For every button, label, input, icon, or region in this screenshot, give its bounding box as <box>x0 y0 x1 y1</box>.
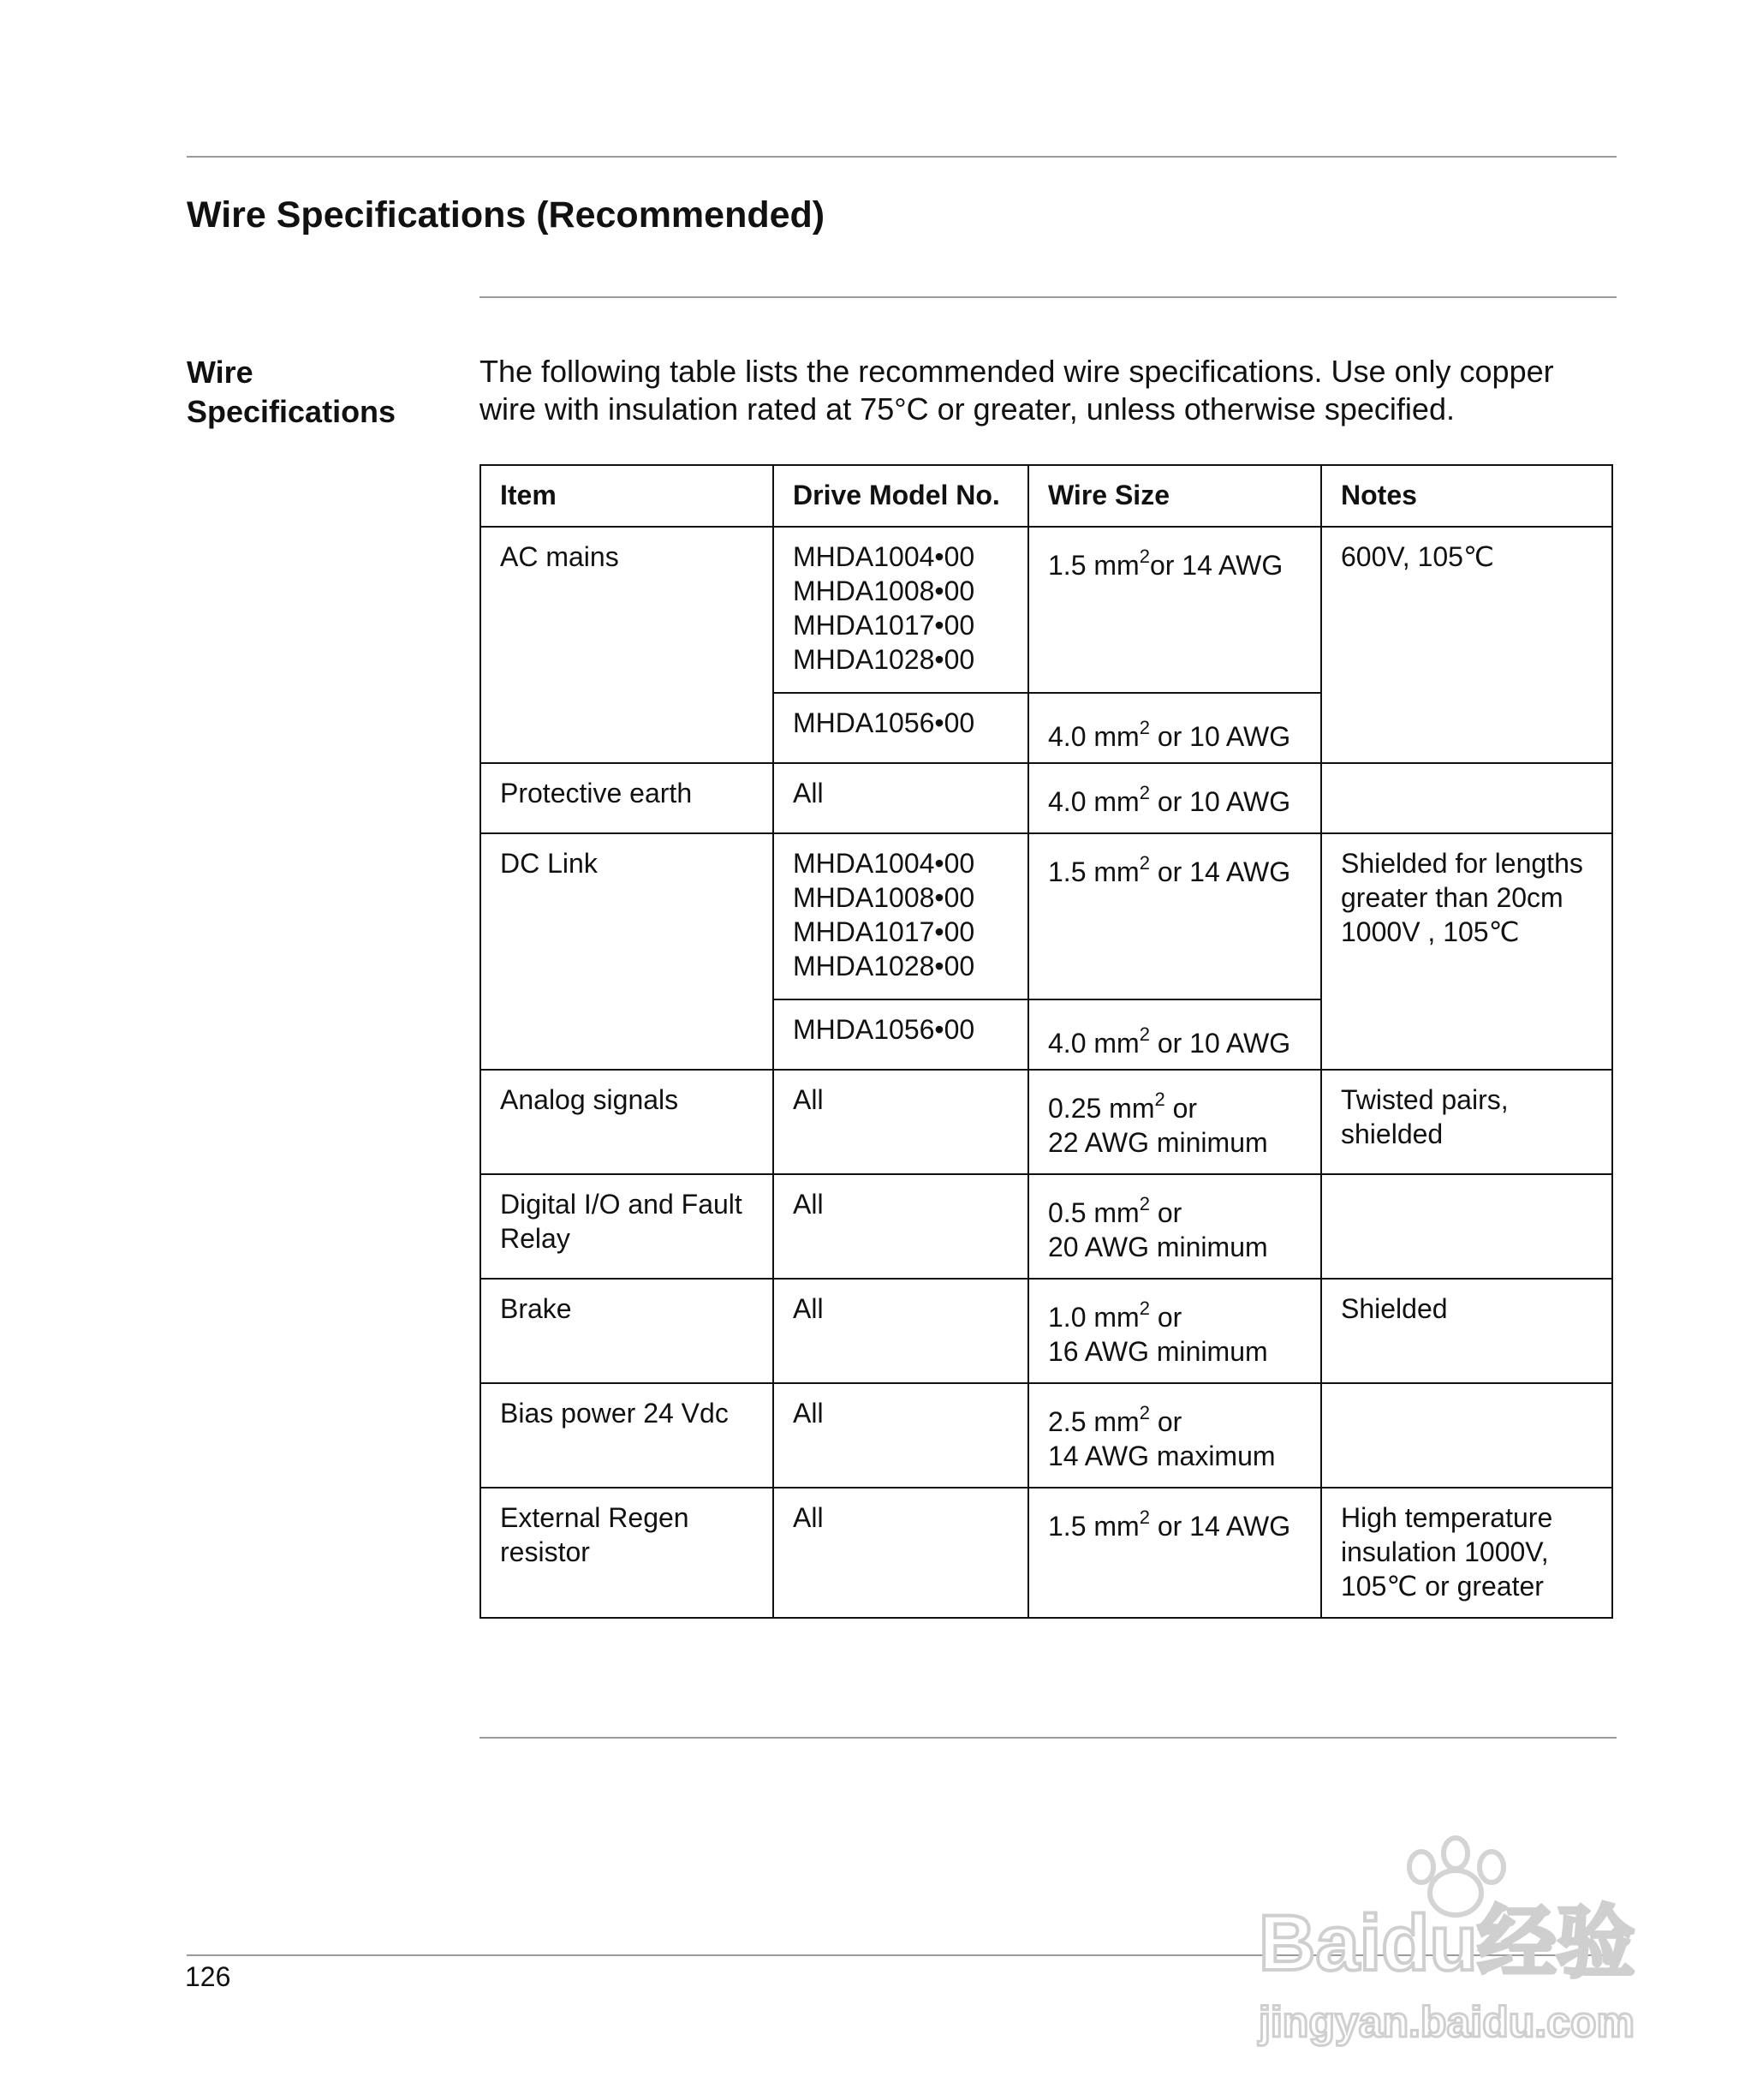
wire-size-cell <box>1028 763 1321 833</box>
superscript: 2 <box>1139 1402 1150 1424</box>
model: MHDA1017•00 <box>793 610 975 641</box>
notes-cell <box>1321 527 1612 763</box>
models-cell: All <box>773 1070 1028 1174</box>
wire-size-awg: or 14 AWG <box>1149 550 1284 581</box>
header-drive-model: Drive Model No. <box>773 465 1028 527</box>
notes-cell <box>1321 833 1612 1070</box>
notes-cell <box>1321 1383 1612 1488</box>
model: MHDA1028•00 <box>793 644 975 675</box>
superscript: 2 <box>1154 1089 1165 1111</box>
wire-size-cell <box>1028 1174 1321 1279</box>
wire-size-cell <box>1028 527 1321 693</box>
wire-size-value: 1.5 mm <box>1048 1511 1140 1542</box>
item-cell <box>480 1383 773 1488</box>
model: MHDA1008•00 <box>793 882 975 913</box>
notes-cell <box>1321 763 1612 833</box>
model: MHDA1056•00 <box>793 1014 975 1045</box>
wire-size-awg: 20 AWG minimum <box>1048 1232 1268 1262</box>
wire-size-awg: 14 AWG maximum <box>1048 1441 1276 1471</box>
notes-cell <box>1321 1279 1612 1383</box>
wire-size-or: or <box>1149 1302 1182 1333</box>
item-line: Brake <box>500 1293 572 1324</box>
notes-cell <box>1321 1070 1612 1174</box>
wire-size-cell <box>1028 1383 1321 1488</box>
wire-size-awg: or 10 AWG <box>1149 721 1291 752</box>
page-title: Wire Specifications (Recommended) <box>187 194 825 236</box>
wire-size-awg: or 14 AWG <box>1149 856 1291 887</box>
superscript: 2 <box>1139 1298 1150 1320</box>
models-cell <box>773 527 1028 693</box>
wire-size-cell <box>1028 1279 1321 1383</box>
note-line: Shielded <box>1341 1293 1448 1324</box>
wire-size-awg: or 10 AWG <box>1149 786 1291 817</box>
side-heading-line2: Specifications <box>187 394 396 429</box>
wire-size-cell <box>1028 1070 1321 1174</box>
wire-spec-table <box>479 464 1613 1619</box>
wire-size-value: 4.0 mm <box>1048 1028 1140 1059</box>
table-row <box>480 1174 1612 1279</box>
note-line: insulation 1000V, <box>1341 1536 1549 1567</box>
item-cell <box>480 1488 773 1618</box>
item-cell <box>480 1279 773 1383</box>
models-cell: All <box>773 1488 1028 1618</box>
superscript: 2 <box>1139 717 1150 739</box>
table-row <box>480 763 1612 833</box>
watermark-brand: Baidu经验 <box>1259 1900 1635 1987</box>
superscript: 2 <box>1139 1023 1150 1046</box>
item-cell: AC mains <box>480 527 773 763</box>
wire-size-awg: or 14 AWG <box>1149 1511 1291 1542</box>
note-line: 1000V , 105℃ <box>1341 916 1520 947</box>
wire-size-or: or <box>1149 1406 1182 1437</box>
wire-size-value: 1.0 mm <box>1048 1302 1140 1333</box>
models-cell <box>773 999 1028 1070</box>
item-cell: Protective earth <box>480 763 773 833</box>
superscript: 2 <box>1139 1506 1150 1529</box>
table-row <box>480 833 1612 999</box>
item-cell <box>480 1174 773 1279</box>
wire-size-value: 0.5 mm <box>1048 1197 1140 1228</box>
note-line: shielded <box>1341 1119 1444 1149</box>
wire-size-value: 0.25 mm <box>1048 1093 1155 1124</box>
model: MHDA1028•00 <box>793 951 975 981</box>
models-cell: All <box>773 1383 1028 1488</box>
wire-size-cell <box>1028 833 1321 999</box>
watermark-url: jingyan.baidu.com <box>1259 1998 1635 2046</box>
header-wire-size: Wire Size <box>1028 465 1321 527</box>
superscript: 2 <box>1139 852 1150 874</box>
wire-size-or: or <box>1149 1197 1182 1228</box>
wire-size-value: 1.5 mm <box>1048 856 1140 887</box>
item-cell <box>480 1070 773 1174</box>
wire-size-cell <box>1028 693 1321 763</box>
note-line: Shielded for lengths <box>1341 848 1583 879</box>
wire-size-or: or <box>1164 1093 1198 1124</box>
table-row <box>480 527 1612 693</box>
notes-cell <box>1321 1174 1612 1279</box>
models-cell: All <box>773 1174 1028 1279</box>
wire-size-cell <box>1028 1488 1321 1618</box>
bottom-rule <box>479 1737 1617 1739</box>
table-row <box>480 1488 1612 1618</box>
side-heading <box>187 353 444 432</box>
models-cell <box>773 833 1028 999</box>
wire-size-value: 1.5 mm <box>1048 550 1140 581</box>
model: MHDA1004•00 <box>793 848 975 879</box>
item-line: Relay <box>500 1223 570 1254</box>
models-cell: All <box>773 1279 1028 1383</box>
item-line: resistor <box>500 1536 590 1567</box>
table-row <box>480 1383 1612 1488</box>
section-rule <box>479 296 1617 298</box>
item-line: Analog signals <box>500 1084 679 1115</box>
models-cell <box>773 693 1028 763</box>
superscript: 2 <box>1139 1193 1150 1215</box>
page-number: 126 <box>185 1961 231 1992</box>
side-heading-line1: Wire <box>187 355 253 390</box>
table-row <box>480 1279 1612 1383</box>
top-rule <box>187 156 1617 158</box>
note-line: 105℃ or greater <box>1341 1571 1544 1602</box>
header-notes: Notes <box>1321 465 1612 527</box>
wire-size-awg: 16 AWG minimum <box>1048 1336 1268 1367</box>
wire-size-cell <box>1028 999 1321 1070</box>
table-header-row <box>480 465 1612 527</box>
wire-size-awg: 22 AWG minimum <box>1048 1127 1268 1158</box>
item-line: Bias power 24 Vdc <box>500 1398 729 1429</box>
note-line: High temperature <box>1341 1502 1553 1533</box>
superscript: 2 <box>1139 782 1150 804</box>
wire-size-value: 4.0 mm <box>1048 721 1140 752</box>
notes-cell <box>1321 1488 1612 1618</box>
baidu-watermark-logo <box>1250 1833 1661 2055</box>
item-cell: DC Link <box>480 833 773 1070</box>
model: MHDA1008•00 <box>793 576 975 606</box>
model: MHDA1004•00 <box>793 541 975 572</box>
header-item: Item <box>480 465 773 527</box>
note-line: Twisted pairs, <box>1341 1084 1509 1115</box>
note-line: greater than 20cm <box>1341 882 1563 913</box>
table-row <box>480 1070 1612 1174</box>
models-cell: All <box>773 763 1028 833</box>
model: MHDA1056•00 <box>793 707 975 738</box>
model: MHDA1017•00 <box>793 916 975 947</box>
wire-size-value: 4.0 mm <box>1048 786 1140 817</box>
superscript: 2 <box>1139 546 1150 568</box>
note-line: 600V, 105℃ <box>1341 541 1494 572</box>
intro-paragraph: The following table lists the recommended wire specifications. Use only copper wire with insulation rated at 75°C or greater, unless otherwise specified. <box>479 354 1554 427</box>
item-line: Digital I/O and Fault <box>500 1189 742 1220</box>
item-line: External Regen <box>500 1502 689 1533</box>
wire-size-awg: or 10 AWG <box>1149 1028 1291 1059</box>
wire-size-value: 2.5 mm <box>1048 1406 1140 1437</box>
